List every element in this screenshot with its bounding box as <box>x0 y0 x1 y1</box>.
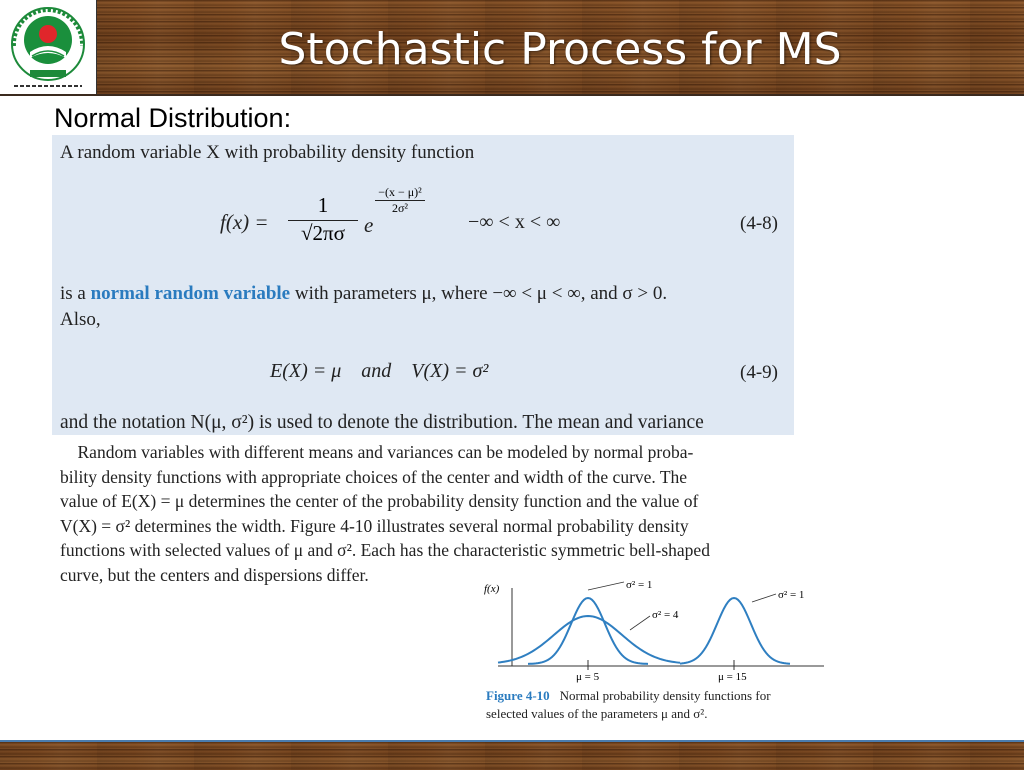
y-axis-label: f(x) <box>484 583 500 595</box>
line2-prefix: is a <box>60 283 86 304</box>
normal-random-variable-term: normal random variable <box>90 283 291 304</box>
header-banner <box>0 0 1024 96</box>
leader-line-var1b <box>752 594 776 602</box>
figure-label: Figure 4-10 <box>486 688 550 703</box>
pdf-e: e <box>364 213 374 237</box>
page-title: Stochastic Process for MS <box>278 24 842 75</box>
curve-label-var4: σ² = 4 <box>652 609 679 621</box>
pdf-lhs: f(x) = <box>220 210 269 234</box>
definition-line4: and the notation N(μ, σ²) is used to denote the distribution. The mean and variance <box>60 412 704 433</box>
definition-line3: Also, <box>60 309 101 330</box>
pdf-denominator: √2πσ <box>301 221 345 245</box>
equation-number-4-8: (4-8) <box>740 213 778 234</box>
section-heading: Normal Distribution: <box>54 103 292 133</box>
normal-density-figure <box>484 576 830 684</box>
figure-caption <box>486 687 771 723</box>
curve-mu15-var1 <box>680 598 790 664</box>
pdf-fraction <box>288 193 358 246</box>
tick-label-mu5: μ = 5 <box>576 671 600 683</box>
definition-panel <box>52 135 794 435</box>
body-line: bility density functions with appropriate choices of the center and width of the curve. The <box>60 466 688 487</box>
equation-number-4-9: (4-9) <box>740 362 778 383</box>
body-line: Random variables with different means and variances can be modeled by normal proba- <box>60 442 694 462</box>
line2-suffix: with parameters μ, where −∞ < μ < ∞, and σ > 0. <box>294 283 668 304</box>
mean-variance-equation: E(X) = μ and V(X) = σ² <box>270 360 489 382</box>
exponent-fraction <box>375 185 425 216</box>
body-line: value of E(X) = μ determines the center of the probability density function and the value of <box>60 491 699 511</box>
pdf-range: −∞ < x < ∞ <box>468 211 561 233</box>
curve-label-var1a: σ² = 1 <box>626 579 653 591</box>
body-line: functions with selected values of μ and σ². Each has the characteristic symmetric bell-shaped <box>60 540 710 560</box>
caption-text1: Normal probability density functions for <box>559 688 771 703</box>
university-seal-icon <box>0 0 96 94</box>
leader-line-var4 <box>630 616 650 630</box>
caption-line1 <box>486 687 771 705</box>
leader-line-var1a <box>588 582 624 590</box>
exponent-denominator: 2σ² <box>391 201 409 215</box>
body-paragraph <box>60 440 802 587</box>
caption-line2: selected values of the parameters μ and σ². <box>486 706 708 721</box>
body-line: V(X) = σ² determines the width. Figure 4-10 illustrates several normal probability density <box>60 515 689 536</box>
university-logo <box>0 0 97 94</box>
body-line: curve, but the centers and dispersions differ. <box>60 564 369 585</box>
pdf-numerator: 1 <box>288 193 358 221</box>
curve-mu5-var4 <box>498 616 680 663</box>
tick-label-mu15: μ = 15 <box>718 671 747 683</box>
definition-intro: A random variable X with probability density function <box>60 142 475 163</box>
curve-label-var1b: σ² = 1 <box>778 589 805 601</box>
exponent-numerator: −(x − μ)² <box>375 185 425 201</box>
curve-mu5-var1 <box>528 598 648 664</box>
definition-line2 <box>60 283 667 305</box>
footer-banner <box>0 740 1024 770</box>
